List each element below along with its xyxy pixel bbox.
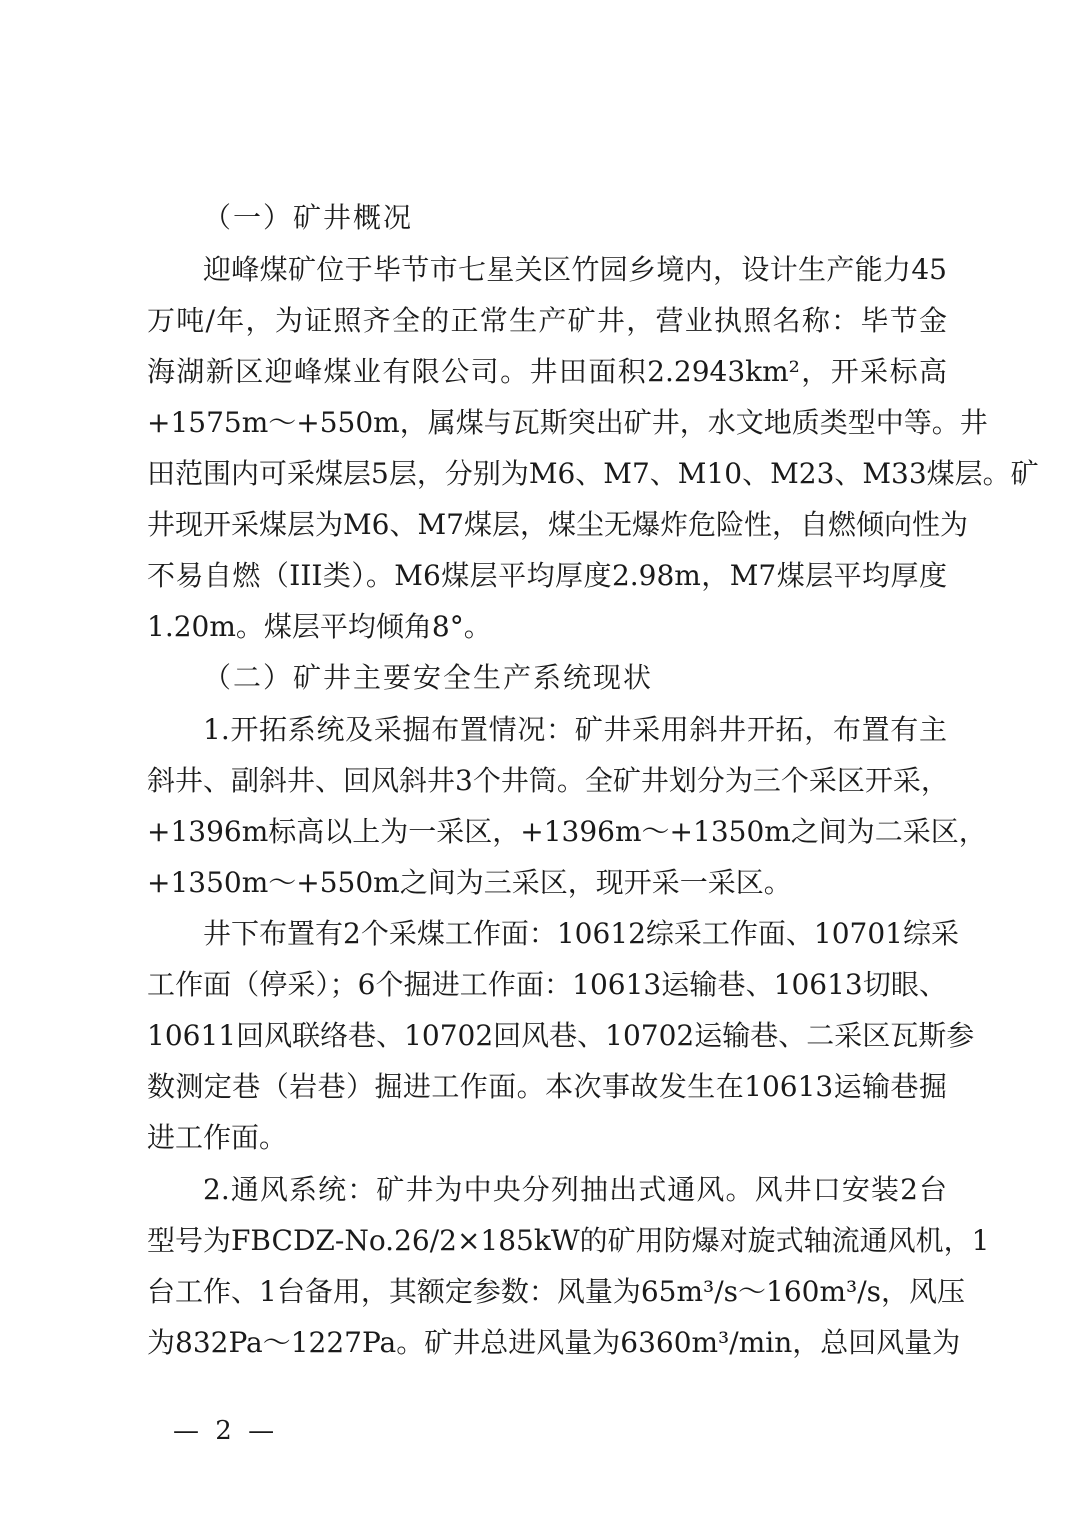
paragraph-line: 型号为FBCDZ-No.26/2×185kW的矿用防爆对旋式轴流通风机，1 — [147, 1224, 990, 1257]
paragraph-line: 台工作、1台备用，其额定参数：风量为65m³/s～160m³/s，风压 — [147, 1275, 966, 1308]
paragraph-line: 10611回风联络巷、10702回风巷、10702运输巷、二采区瓦斯参 — [147, 1019, 975, 1052]
paragraph-line: 海湖新区迎峰煤业有限公司。井田面积2.2943km²，开采标高 — [147, 355, 947, 388]
paragraph-line: 进工作面。 — [147, 1121, 288, 1154]
paragraph-line: 数测定巷（岩巷）掘进工作面。本次事故发生在10613运输巷掘 — [147, 1070, 947, 1103]
paragraph-line: 万吨/年，为证照齐全的正常生产矿井，营业执照名称：毕节金 — [147, 304, 947, 337]
paragraph-line: 为832Pa～1227Pa。矿井总进风量为6360m³/min，总回风量为 — [147, 1326, 961, 1359]
paragraph-line: 1.开拓系统及采掘布置情况：矿井采用斜井开拓，布置有主 — [203, 713, 947, 746]
paragraph-line: 1.20m。煤层平均倾角8°。 — [147, 610, 492, 643]
paragraph-line: 不易自燃（III类）。M6煤层平均厚度2.98m，M7煤层平均厚度 — [147, 559, 947, 592]
paragraph-line: +1396m标高以上为一采区，+1396m～+1350m之间为二采区， — [147, 815, 987, 848]
section-heading-mine-overview: （一）矿井概况 — [203, 201, 414, 234]
paragraph-line: +1575m～+550m，属煤与瓦斯突出矿井，水文地质类型中等。井 — [147, 406, 988, 439]
paragraph-line: 田范围内可采煤层5层，分别为M6、M7、M10、M23、M33煤层。矿 — [147, 457, 1039, 490]
paragraph-line: 工作面（停采）；6个掘进工作面：10613运输巷、10613切眼、 — [147, 968, 947, 1001]
paragraph-line: 迎峰煤矿位于毕节市七星关区竹园乡境内，设计生产能力45 — [203, 253, 947, 286]
page-number: — 2 — — [173, 1416, 279, 1446]
section-heading-safety-systems: （二）矿井主要安全生产系统现状 — [203, 661, 654, 694]
paragraph-line: +1350m～+550m之间为三采区，现开采一采区。 — [147, 866, 792, 899]
paragraph-line: 斜井、副斜井、回风斜井3个井筒。全矿井划分为三个采区开采， — [147, 764, 949, 797]
paragraph-line: 2.通风系统：矿井为中央分列抽出式通风。风井口安装2台 — [203, 1173, 947, 1206]
paragraph-line: 井现开采煤层为M6、M7煤层，煤尘无爆炸危险性，自燃倾向性为 — [147, 508, 968, 541]
paragraph-line: 井下布置有2个采煤工作面：10612综采工作面、10701综采 — [203, 917, 959, 950]
